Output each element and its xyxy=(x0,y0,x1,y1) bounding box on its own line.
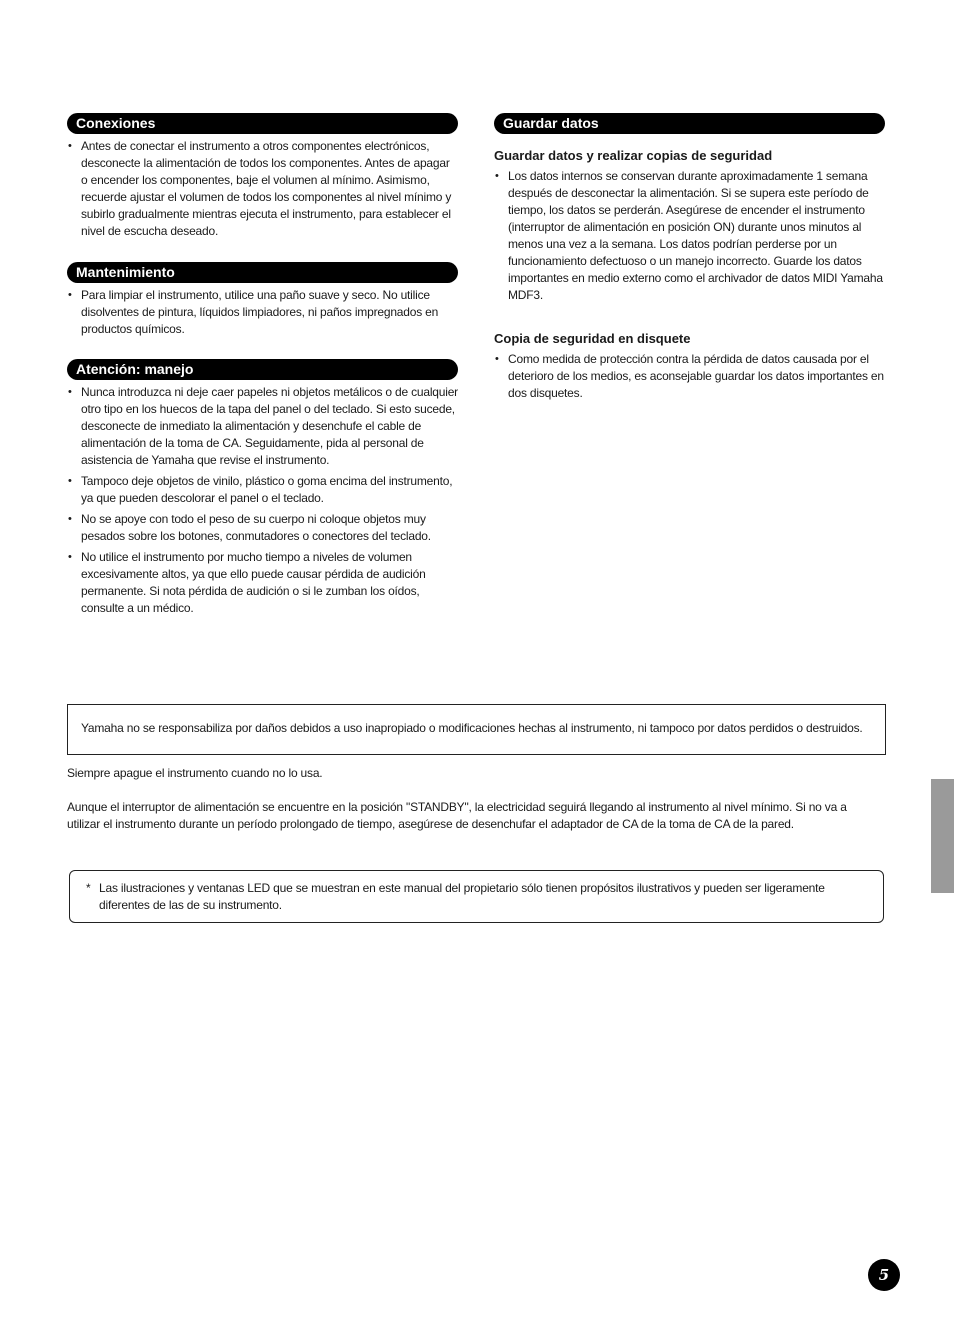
subsection-heading: Guardar datos y realizar copias de seguridad xyxy=(494,148,773,163)
list-item: • Para limpiar el instrumento, utilice una paño suave y seco. No utilice disolventes de pintura, líquidos limpiadores, ni paños impregnados en productos químicos. xyxy=(67,287,458,338)
list-item: • Nunca introduzca ni deje caer papeles ni objetos metálicos o de cualquier otro tipo en los huecos de la tapa del panel o del teclado. Si esto sucede, desconecte de inmediato la alimentación y desenchufe el cable de alimentación de la toma de CA. Seguidamente, pida al personal de asistencia de Yamaha que revise el instrumento. xyxy=(67,384,458,469)
left-column xyxy=(67,113,458,621)
page-number: 5 xyxy=(868,1259,900,1291)
footnote-text: Las ilustraciones y ventanas LED que se muestran en este manual del propietario sólo tienen propósitos ilustrativos y pueden ser ligeramente diferentes de las de su instrumento. xyxy=(99,881,825,912)
list-item: • Antes de conectar el instrumento a otros componentes electrónicos, desconecte la alimentación de todos los componentes. Antes de apagar o encender los componentes, baje el volumen al mínimo. Asimismo, recuerde ajustar el volumen de todos los componentes al nivel mínimo y subirlo gradualmente mientras ejecuta el instrumento, para establecer el nivel de escucha deseado. xyxy=(67,138,458,240)
bullet-list xyxy=(67,384,458,617)
bullet-list xyxy=(67,287,458,338)
list-item: • Tampoco deje objetos de vinilo, plástico o goma encima del instrumento, ya que pueden descolorar el panel o el teclado. xyxy=(67,473,458,507)
section-heading: Mantenimiento xyxy=(67,262,458,283)
section-atencion-manejo xyxy=(67,359,458,617)
disclaimer-box: Yamaha no se responsabiliza por daños debidos a uso inapropiado o modificaciones hechas al instrumento, ni tampoco por datos perdidos o destruidos. xyxy=(67,704,886,755)
bullet-list xyxy=(494,351,885,402)
footnote-marker: * xyxy=(86,881,91,895)
section-heading: Conexiones xyxy=(67,113,458,134)
power-off-note: Siempre apague el instrumento cuando no lo usa. xyxy=(67,766,323,780)
list-item: • Los datos internos se conservan durante aproximadamente 1 semana después de desconectar la alimentación. Si se supera este período de tiempo, los datos se perderán. Asegúrese de encender el instrumento (interruptor de alimentación en posición ON) durante unos minutos al menos una vez a la semana. Los datos podrían perderse por un funcionamiento defectuoso o un manejo incorrecto. Guarde los datos importantes en medio externo como el archivador de datos MIDI Yamaha MDF3. xyxy=(494,168,885,304)
bullet-list xyxy=(67,138,458,240)
list-item: • No se apoye con todo el peso de su cuerpo ni coloque objetos muy pesados sobre los botones, conmutadores o conectores del teclado. xyxy=(67,511,458,545)
right-column xyxy=(494,113,885,406)
section-mantenimiento xyxy=(67,262,458,338)
illustration-footnote-box xyxy=(69,870,884,923)
list-item: • Como medida de protección contra la pérdida de datos causada por el deterioro de los medios, es aconsejable guardar los datos importantes en dos disquetes. xyxy=(494,351,885,402)
list-item: • No utilice el instrumento por mucho tiempo a niveles de volumen excesivamente altos, ya que ello puede causar pérdida de audición permanente. Si nota pérdida de audición o si le zumban los oídos, consulte a un médico. xyxy=(67,549,458,617)
section-conexiones xyxy=(67,113,458,240)
standby-note: Aunque el interruptor de alimentación se encuentre en la posición "STANDBY", la electricidad seguirá llegando al instrumento al nivel mínimo. Si no va a utilizar el instrumento durante un período prolongado de tiempo, asegúrese de desenchufar el adaptador de CA de la toma de CA de la pared. xyxy=(67,800,847,831)
bullet-list xyxy=(494,168,885,304)
chapter-tab-marker xyxy=(931,779,954,893)
section-heading: Guardar datos xyxy=(494,113,885,134)
subsection-heading: Copia de seguridad en disquete xyxy=(494,331,691,346)
section-heading: Atención: manejo xyxy=(67,359,458,380)
